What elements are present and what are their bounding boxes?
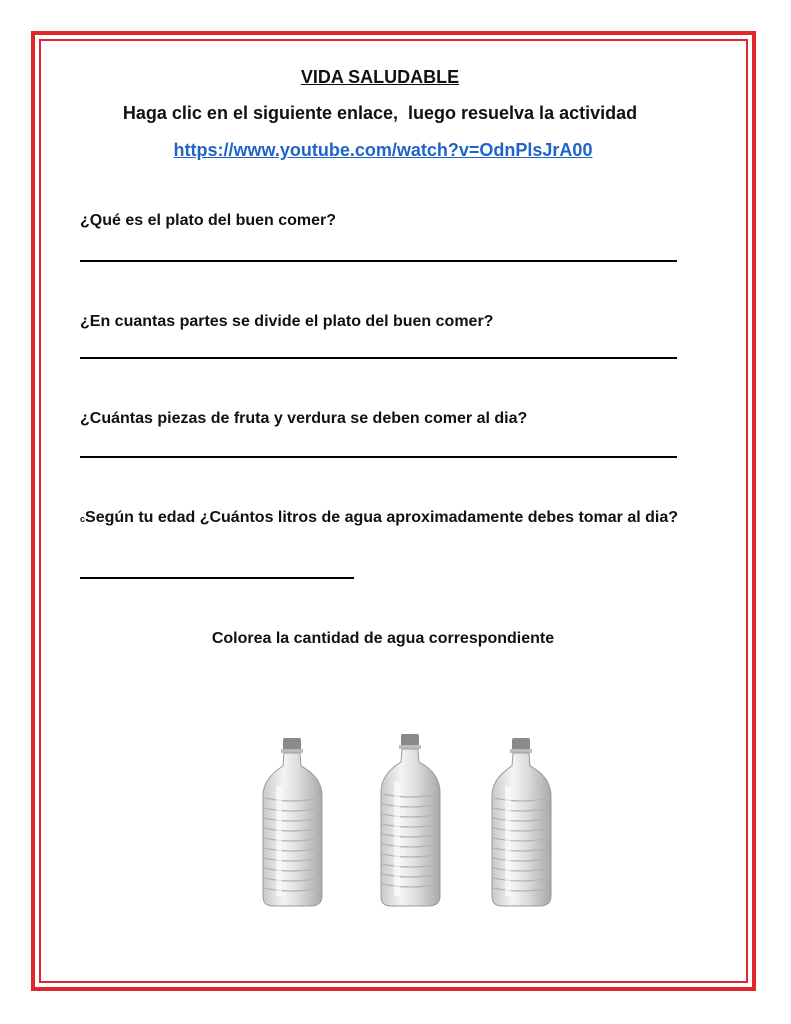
- coloring-instruction: Colorea la cantidad de agua correspondiente: [211, 630, 555, 647]
- water-bottle-icon: [376, 732, 446, 908]
- water-bottle-icon: [258, 736, 328, 908]
- question-4-text: Según tu edad ¿Cuántos litros de agua aproximadamente debes tomar al dia?: [85, 509, 679, 526]
- answer-line-1[interactable]: [80, 260, 677, 262]
- question-2: ¿En cuantas partes se divide el plato del buen comer?: [80, 313, 494, 330]
- question-1: ¿Qué es el plato del buen comer?: [80, 212, 337, 229]
- worksheet-title: VIDA SALUDABLE: [300, 67, 460, 87]
- youtube-link[interactable]: https://www.youtube.com/watch?v=OdnPlsJrA00: [173, 140, 593, 160]
- question-4-prefix: c: [80, 514, 86, 524]
- water-bottle-icon: [487, 736, 557, 908]
- instruction-text: Haga clic en el siguiente enlace, luego resuelva la actividad: [122, 103, 638, 123]
- answer-line-4[interactable]: [80, 577, 354, 579]
- answer-line-2[interactable]: [80, 357, 677, 359]
- answer-line-3[interactable]: [80, 456, 677, 458]
- question-3: ¿Cuántas piezas de fruta y verdura se deben comer al dia?: [80, 410, 528, 427]
- question-4: [80, 505, 680, 532]
